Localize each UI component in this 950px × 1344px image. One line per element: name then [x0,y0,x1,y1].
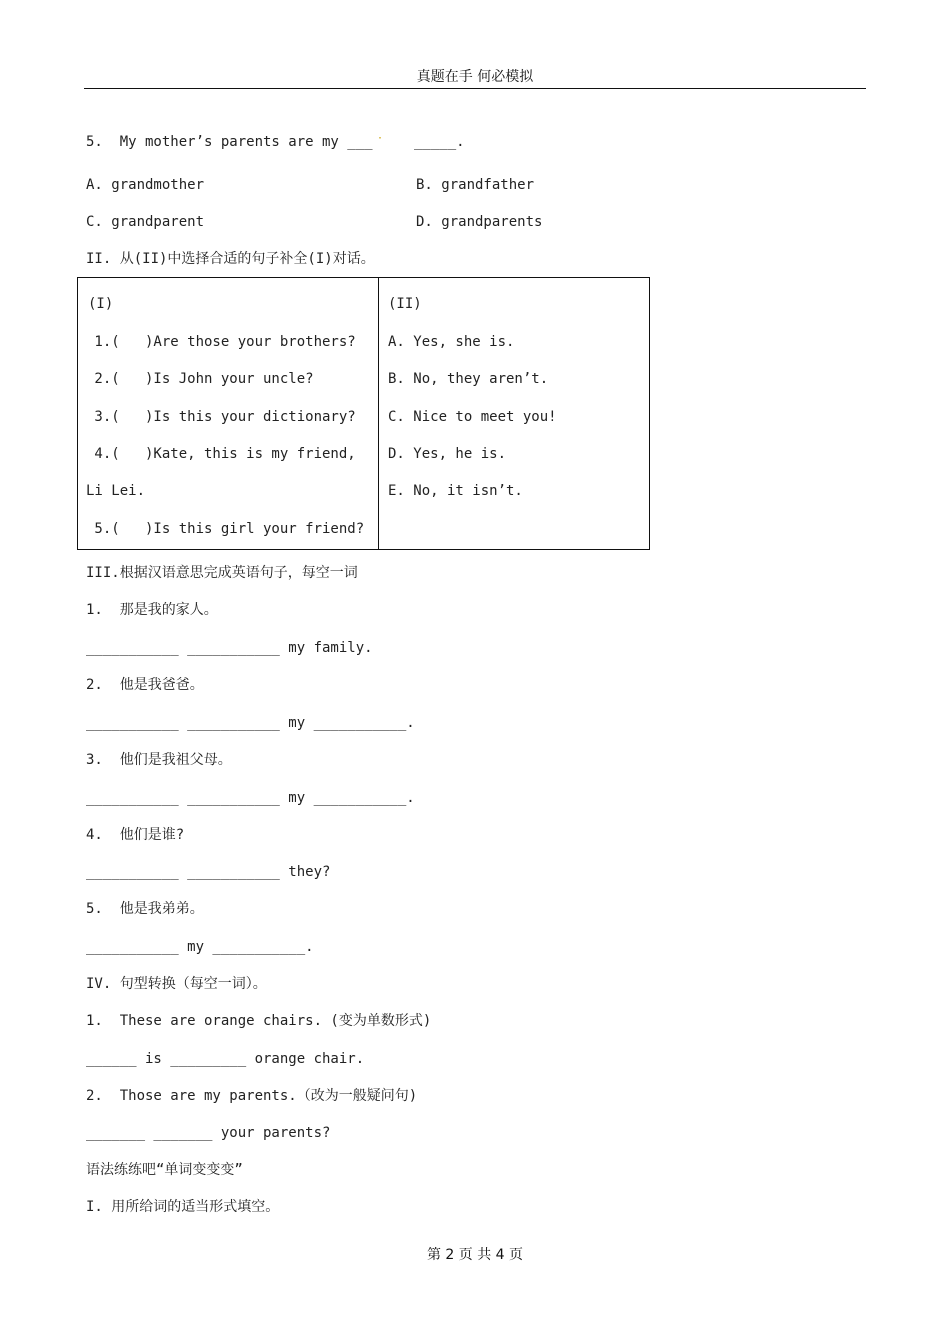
section4-answer: ______ is _________ orange chair. [86,1051,365,1067]
section3-question: 1. 那是我的家人。 [86,602,218,618]
section3-answer: ___________ ___________ my family. [86,640,373,656]
q5-stem: 5. My mother’s parents are my ___ [86,134,373,150]
table-right-header: (II) [388,296,422,312]
q5-blank: _____. [414,134,465,150]
section3-question: 3. 他们是我祖父母。 [86,752,232,768]
section3-answer: ___________ ___________ they? [86,864,331,880]
section3-question: 5. 他是我弟弟。 [86,901,204,917]
section3-answer: ___________ ___________ my ___________. [86,790,415,806]
section4-question: 1. These are orange chairs. (变为单数形式) [86,1013,432,1029]
table-right-item: D. Yes, he is. [388,446,507,462]
section3-title: III.根据汉语意思完成英语句子，每空一词 [86,565,358,581]
table-left-item: 1.( )Are those your brothers? [86,334,356,350]
section2-title: II. 从(II)中选择合适的句子补全(I)对话。 [86,251,375,267]
table-right-item: A. Yes, she is. [388,334,515,350]
section3-answer: ___________ ___________ my ___________. [86,715,415,731]
table-left-item: 4.( )Kate, this is my friend, [86,446,356,462]
q5-option-d: D. grandparents [416,214,543,230]
section4-question: 2. Those are my parents.（改为一般疑问句) [86,1088,418,1104]
section3-question: 2. 他是我爸爸。 [86,677,204,693]
table-left-item: 3.( )Is this your dictionary? [86,409,356,425]
section3-answer: ___________ my ___________. [86,939,314,955]
page-header: 真题在手 何必模拟 [416,69,534,85]
q5-option-a: A. grandmother [86,177,205,193]
decorative-dot: · [377,133,384,144]
section3-question: 4. 他们是谁? [86,827,185,843]
table-left-item: 5.( )Is this girl your friend? [86,521,365,537]
grammar-subtitle: I. 用所给词的适当形式填空。 [86,1199,280,1215]
table-left-header: (I) [88,296,114,312]
q5-option-c: C. grandparent [86,214,205,230]
section4-answer: _______ _______ your parents? [86,1125,331,1141]
table-right-item: C. Nice to meet you! [388,409,557,425]
table-left-item: Li Lei. [86,483,146,499]
table-divider [378,277,379,550]
page-footer: 第 2 页 共 4 页 [426,1247,524,1263]
grammar-title: 语法练练吧“单词变变变” [86,1162,243,1178]
table-right-item: E. No, it isn’t. [388,483,523,499]
section4-title: IV. 句型转换（每空一词）。 [86,976,267,992]
header-divider [84,88,866,89]
q5-option-b: B. grandfather [416,177,535,193]
table-left-item: 2.( )Is John your uncle? [86,371,314,387]
table-right-item: B. No, they aren’t. [388,371,549,387]
